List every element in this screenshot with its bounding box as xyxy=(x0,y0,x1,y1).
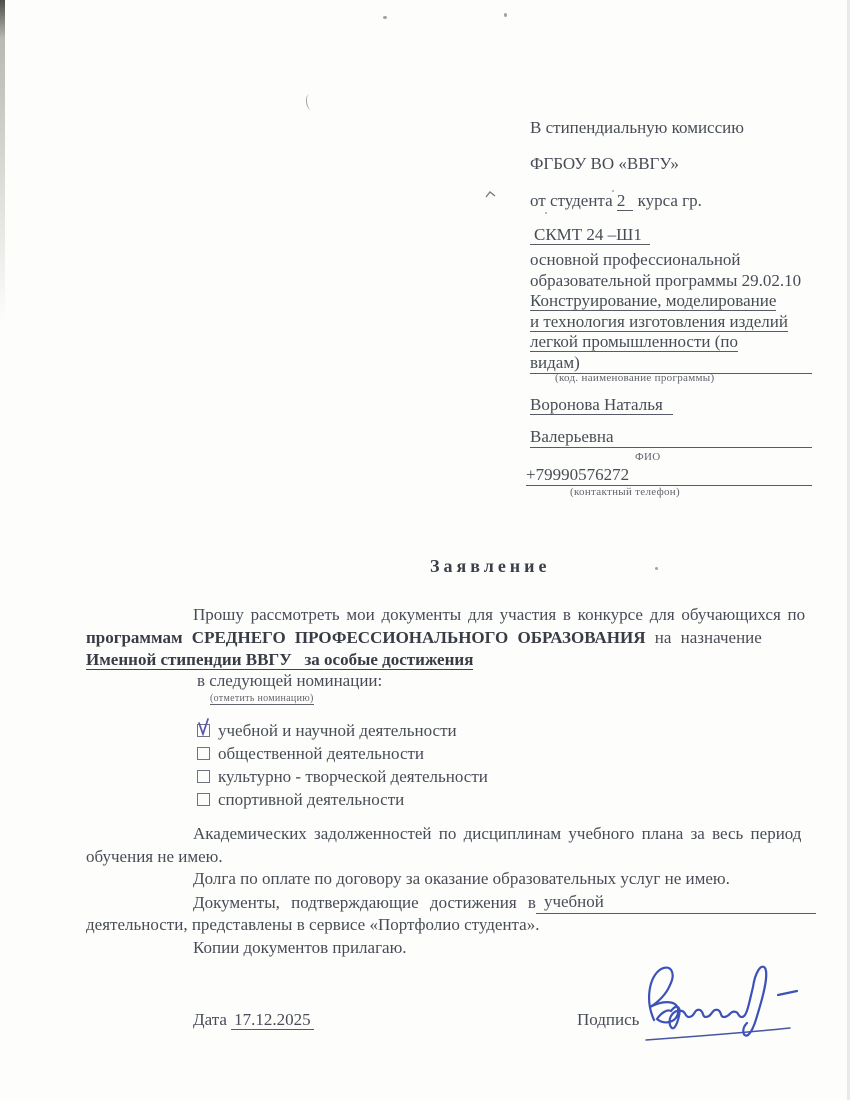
request-line2-normal: на назначение xyxy=(645,627,762,647)
university-line: ФГБОУ ВО «ВВГУ» xyxy=(530,154,679,173)
date-label: Дата xyxy=(193,1010,227,1029)
request-line2-bold: программам СРЕДНЕГО ПРОФЕССИОНАЛЬНОГО ОБРАЗОВАНИЯ xyxy=(86,627,646,647)
date-line xyxy=(193,1010,314,1030)
nomination-option-study xyxy=(197,721,457,743)
statement-line5: деятельности, представлены в сервисе «Портфолио студента». xyxy=(86,915,540,934)
program-intro xyxy=(530,250,812,374)
nomination-label: культурно - творческой деятельности xyxy=(218,767,488,786)
student-name-line1: Воронова Наталья xyxy=(530,395,812,415)
course-value: 2 xyxy=(617,191,634,211)
nomination-intro: в следующей номинации: xyxy=(197,671,383,690)
request-paragraph xyxy=(86,604,816,672)
document-title: Заявление xyxy=(430,556,551,576)
request-line3 xyxy=(86,649,816,672)
name-caption: ФИО xyxy=(635,451,661,463)
achievement-field-value: учебной xyxy=(536,891,816,915)
checkbox-icon xyxy=(197,770,210,783)
checkbox-icon xyxy=(197,724,210,737)
phone-caption: (контактный телефон) xyxy=(570,486,680,498)
student-suffix: курса гр. xyxy=(633,191,702,210)
checkmark-icon xyxy=(196,717,212,742)
nomination-label: учебной и научной деятельности xyxy=(218,721,457,740)
handwritten-signature xyxy=(638,960,818,1052)
nomination-option-cultural xyxy=(197,767,488,789)
scan-speck xyxy=(545,212,547,214)
student-name-line2: Валерьевна xyxy=(530,427,812,448)
scan-edge-artifact xyxy=(0,0,5,320)
scan-speck xyxy=(655,567,658,570)
statement-line1: Академических задолженностей по дисциплинам учебного плана за весь период xyxy=(193,824,802,843)
program-intro-line1: основной профессиональной xyxy=(530,250,741,269)
request-line2 xyxy=(86,627,816,650)
student-course-line xyxy=(530,191,812,211)
program-name-line1: Конструирование, моделирование xyxy=(530,291,777,310)
statements-paragraph xyxy=(86,823,816,959)
program-name-line3: легкой промышленности (по xyxy=(530,332,739,351)
program-intro-line2: образовательной программы 29.02.10 xyxy=(530,270,802,290)
statement-line6: Копии документов прилагаю. xyxy=(193,937,407,957)
scan-speck xyxy=(504,13,507,17)
student-prefix: от студента xyxy=(530,191,617,210)
nomination-caption: (отметить номинацию) xyxy=(210,693,314,704)
checkbox-icon xyxy=(197,793,210,806)
statement-line4 xyxy=(86,891,816,915)
program-name-line2: и технология изготовления изделий xyxy=(530,311,788,331)
statement-line4-prefix: Документы, подтверждающие достижения в xyxy=(193,892,536,912)
program-caption: (код. наименование программы) xyxy=(555,372,715,384)
signature-label: Подпись xyxy=(577,1010,640,1029)
statement-line2: обучения не имею. xyxy=(86,846,223,866)
commission-line: В стипендиальную комиссию xyxy=(530,118,744,137)
checkbox-icon xyxy=(197,747,210,760)
nomination-option-sport xyxy=(197,790,404,812)
request-line1: Прошу рассмотреть мои документы для участия в конкурсе для обучающихся по xyxy=(193,605,806,624)
program-name-line4: видам) xyxy=(530,353,812,375)
statement-line3: Долга по оплате по договору за оказание образовательных услуг не имею. xyxy=(193,869,730,888)
nomination-label: общественной деятельности xyxy=(218,744,425,763)
scan-speck xyxy=(383,16,387,19)
scan-mark xyxy=(305,93,316,110)
group-value: СКМТ 24 –Ш1 xyxy=(530,225,650,245)
group-line xyxy=(530,225,812,245)
scan-mark xyxy=(485,190,497,199)
nomination-label: спортивной деятельности xyxy=(218,790,405,809)
phone-line: +79990576272 xyxy=(526,465,812,486)
scholarship-name: Именной стипендии ВВГУ за особые достижения xyxy=(86,650,474,669)
nomination-option-social xyxy=(197,744,424,766)
date-value: 17.12.2025 xyxy=(231,1010,314,1030)
